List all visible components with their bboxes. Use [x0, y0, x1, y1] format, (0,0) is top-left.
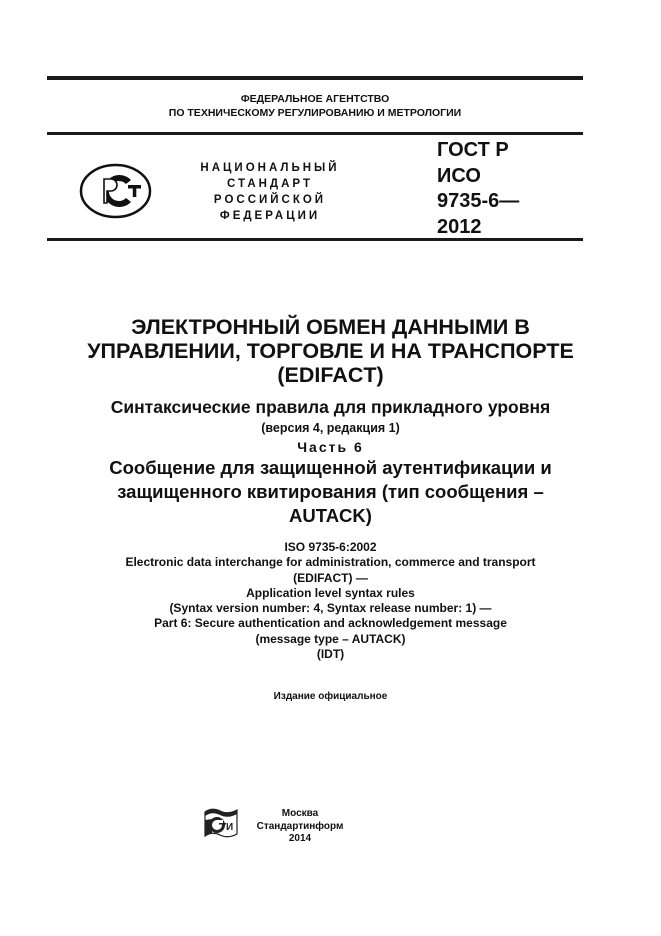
- iso-line-3: (EDIFACT) —: [293, 570, 368, 585]
- designation-line-4: 2012: [437, 215, 482, 238]
- designation-line-1: ГОСТ Р: [437, 139, 509, 161]
- agency-name: [47, 92, 583, 120]
- part-title-line-1: Сообщение для защищенной аутентификации и: [109, 457, 552, 478]
- rst-emblem-icon: [79, 163, 152, 219]
- title-line-1: ЭЛЕКТРОННЫЙ ОБМЕН ДАННЫМИ В: [131, 315, 530, 339]
- national-standard-label: [170, 160, 370, 224]
- standartinform-logo-icon: [202, 806, 240, 840]
- header-rule-bottom: [47, 238, 583, 241]
- version-note: (версия 4, редакция 1): [261, 421, 400, 435]
- natstd-line-2: СТАНДАРТ: [227, 178, 313, 190]
- publication-year: 2014: [288, 833, 312, 844]
- part-title-line-2: защищенного квитирования (тип сообщения –: [117, 481, 544, 502]
- iso-line-2: Electronic data interchange for administration, commerce and transport: [125, 555, 536, 570]
- natstd-line-3: РОССИЙСКОЙ: [213, 194, 327, 206]
- iso-line-6: Part 6: Secure authentication and acknowledgement message: [154, 616, 507, 631]
- iso-line-8: (IDT): [316, 647, 345, 662]
- natstd-line-4: ФЕДЕРАЦИИ: [219, 210, 321, 222]
- agency-line-1: ФЕДЕРАЛЬНОЕ АГЕНТСТВО: [240, 93, 390, 105]
- publisher-imprint: [250, 808, 350, 846]
- designation-line-2: ИСО: [437, 164, 481, 187]
- natstd-line-1: НАЦИОНАЛЬНЫЙ: [200, 162, 340, 174]
- title-line-2: УПРАВЛЕНИИ, ТОРГОВЛЕ И НА ТРАНСПОРТЕ: [87, 339, 574, 363]
- edition-label: Издание официальное: [273, 691, 388, 702]
- iso-line-7: (message type – AUTACK): [255, 631, 406, 646]
- designation-line-3: 9735-6—: [437, 190, 520, 212]
- document-title: [40, 315, 621, 387]
- iso-line-1: ISO 9735-6:2002: [284, 540, 377, 554]
- iso-reference: [40, 540, 621, 662]
- iso-line-5: (Syntax version number: 4, Syntax release number: 1) —: [169, 601, 492, 616]
- header-rule-top: [47, 132, 583, 135]
- part-label: Часть 6: [297, 439, 364, 455]
- svg-text:И: И: [226, 822, 234, 833]
- title-line-3: (EDIFACT): [277, 363, 384, 387]
- iso-line-4: Application level syntax rules: [246, 585, 415, 600]
- publisher-name: Стандартинформ: [256, 820, 344, 832]
- part-title: [40, 456, 621, 528]
- part-title-line-3: AUTACK): [289, 505, 372, 526]
- document-subtitle: Синтаксические правила для прикладного уровня: [110, 397, 551, 417]
- agency-line-2: ПО ТЕХНИЧЕСКОМУ РЕГУЛИРОВАНИЮ И МЕТРОЛОГИИ: [168, 107, 462, 119]
- publisher-city: Москва: [281, 808, 319, 819]
- top-rule: [47, 76, 583, 80]
- standard-designation: [437, 138, 519, 240]
